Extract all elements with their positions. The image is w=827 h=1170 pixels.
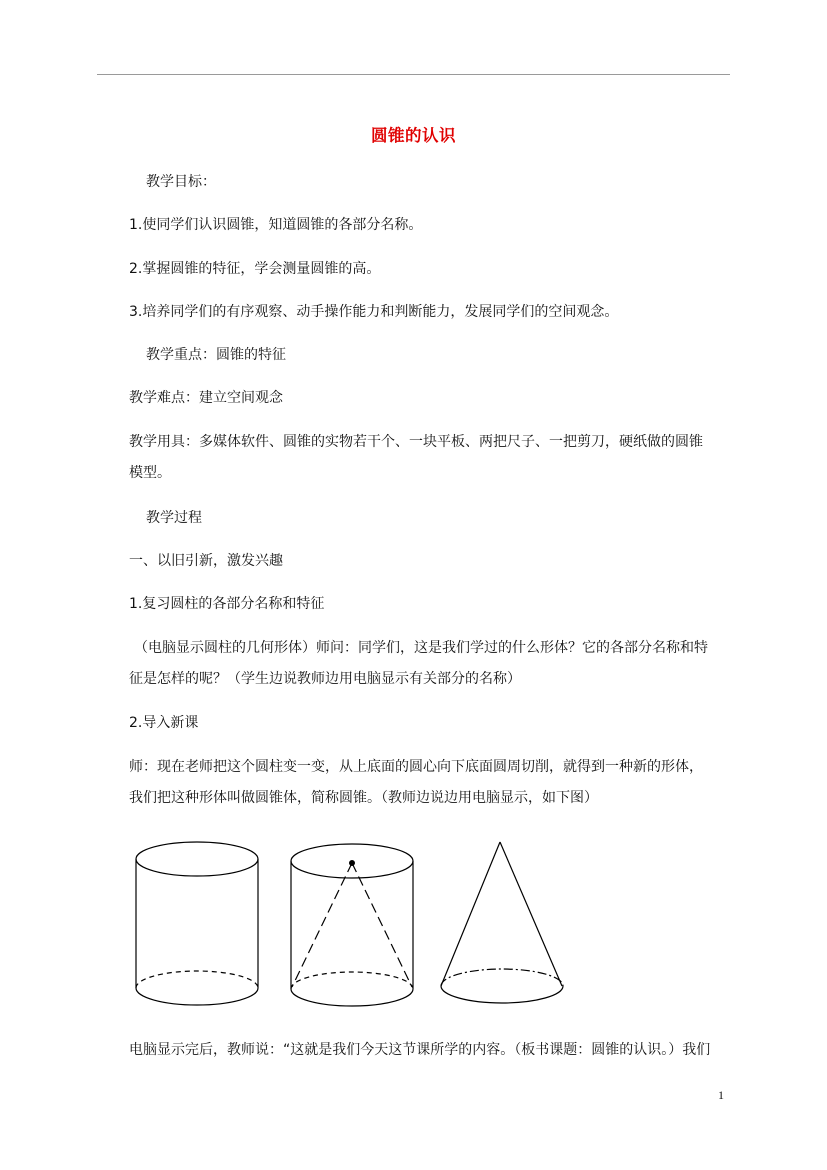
cylinder-cone-figures — [130, 835, 580, 1015]
paragraph-key-point: 教学重点：圆锥的特征 — [146, 347, 286, 363]
paragraph-section-1: 一、以旧引新，激发兴趣 — [129, 553, 283, 569]
cone-figure — [441, 842, 563, 1003]
paragraph-objective-3: 3.培养同学们的有序观察、动手操作能力和判断能力，发展同学们的空间观念。 — [129, 304, 619, 320]
page-number: 1 — [718, 1088, 724, 1102]
header-rule — [97, 74, 730, 75]
cylinder-figure — [136, 842, 258, 1005]
paragraph-objectives-heading: 教学目标： — [146, 174, 216, 190]
paragraph-objective-1: 1.使同学们认识圆锥，知道圆锥的各部分名称。 — [129, 217, 423, 233]
paragraph-review: 1.复习圆柱的各部分名称和特征 — [129, 596, 325, 612]
paragraph-teacher-line-1: 师：现在老师把这个圆柱变一变，从上底面的圆心向下底面圆周切削，就得到一种新的形体， — [129, 759, 703, 775]
paragraph-question-line-1: （电脑显示圆柱的几何形体）师问：同学们，这是我们学过的什么形体？它的各部分名称和特 — [134, 640, 708, 656]
paragraph-new-lesson: 2.导入新课 — [129, 715, 199, 731]
paragraph-teacher-line-2: 我们把这种形体叫做圆锥体，简称圆锥。（教师边说边用电脑显示，如下图） — [129, 790, 598, 806]
cylinder-with-cone-figure — [291, 844, 413, 1006]
paragraph-tools-line-2: 模型。 — [129, 465, 171, 481]
paragraph-objective-2: 2.掌握圆锥的特征，学会测量圆锥的高。 — [129, 261, 381, 277]
paragraph-process-heading: 教学过程 — [146, 510, 202, 526]
paragraph-tools-line-1: 教学用具：多媒体软件、圆锥的实物若干个、一块平板、两把尺子、一把剪刀，硬纸做的圆锥 — [129, 434, 703, 450]
document-title: 圆锥的认识 — [371, 126, 456, 145]
paragraph-after-display: 电脑显示完后，教师说：“这就是我们今天这节课所学的内容。（板书课题：圆锥的认识。）我们 — [129, 1042, 711, 1058]
paragraph-difficulty: 教学难点：建立空间观念 — [129, 390, 283, 406]
paragraph-question-line-2: 征是怎样的呢？（学生边说教师边用电脑显示有关部分的名称） — [129, 671, 521, 687]
